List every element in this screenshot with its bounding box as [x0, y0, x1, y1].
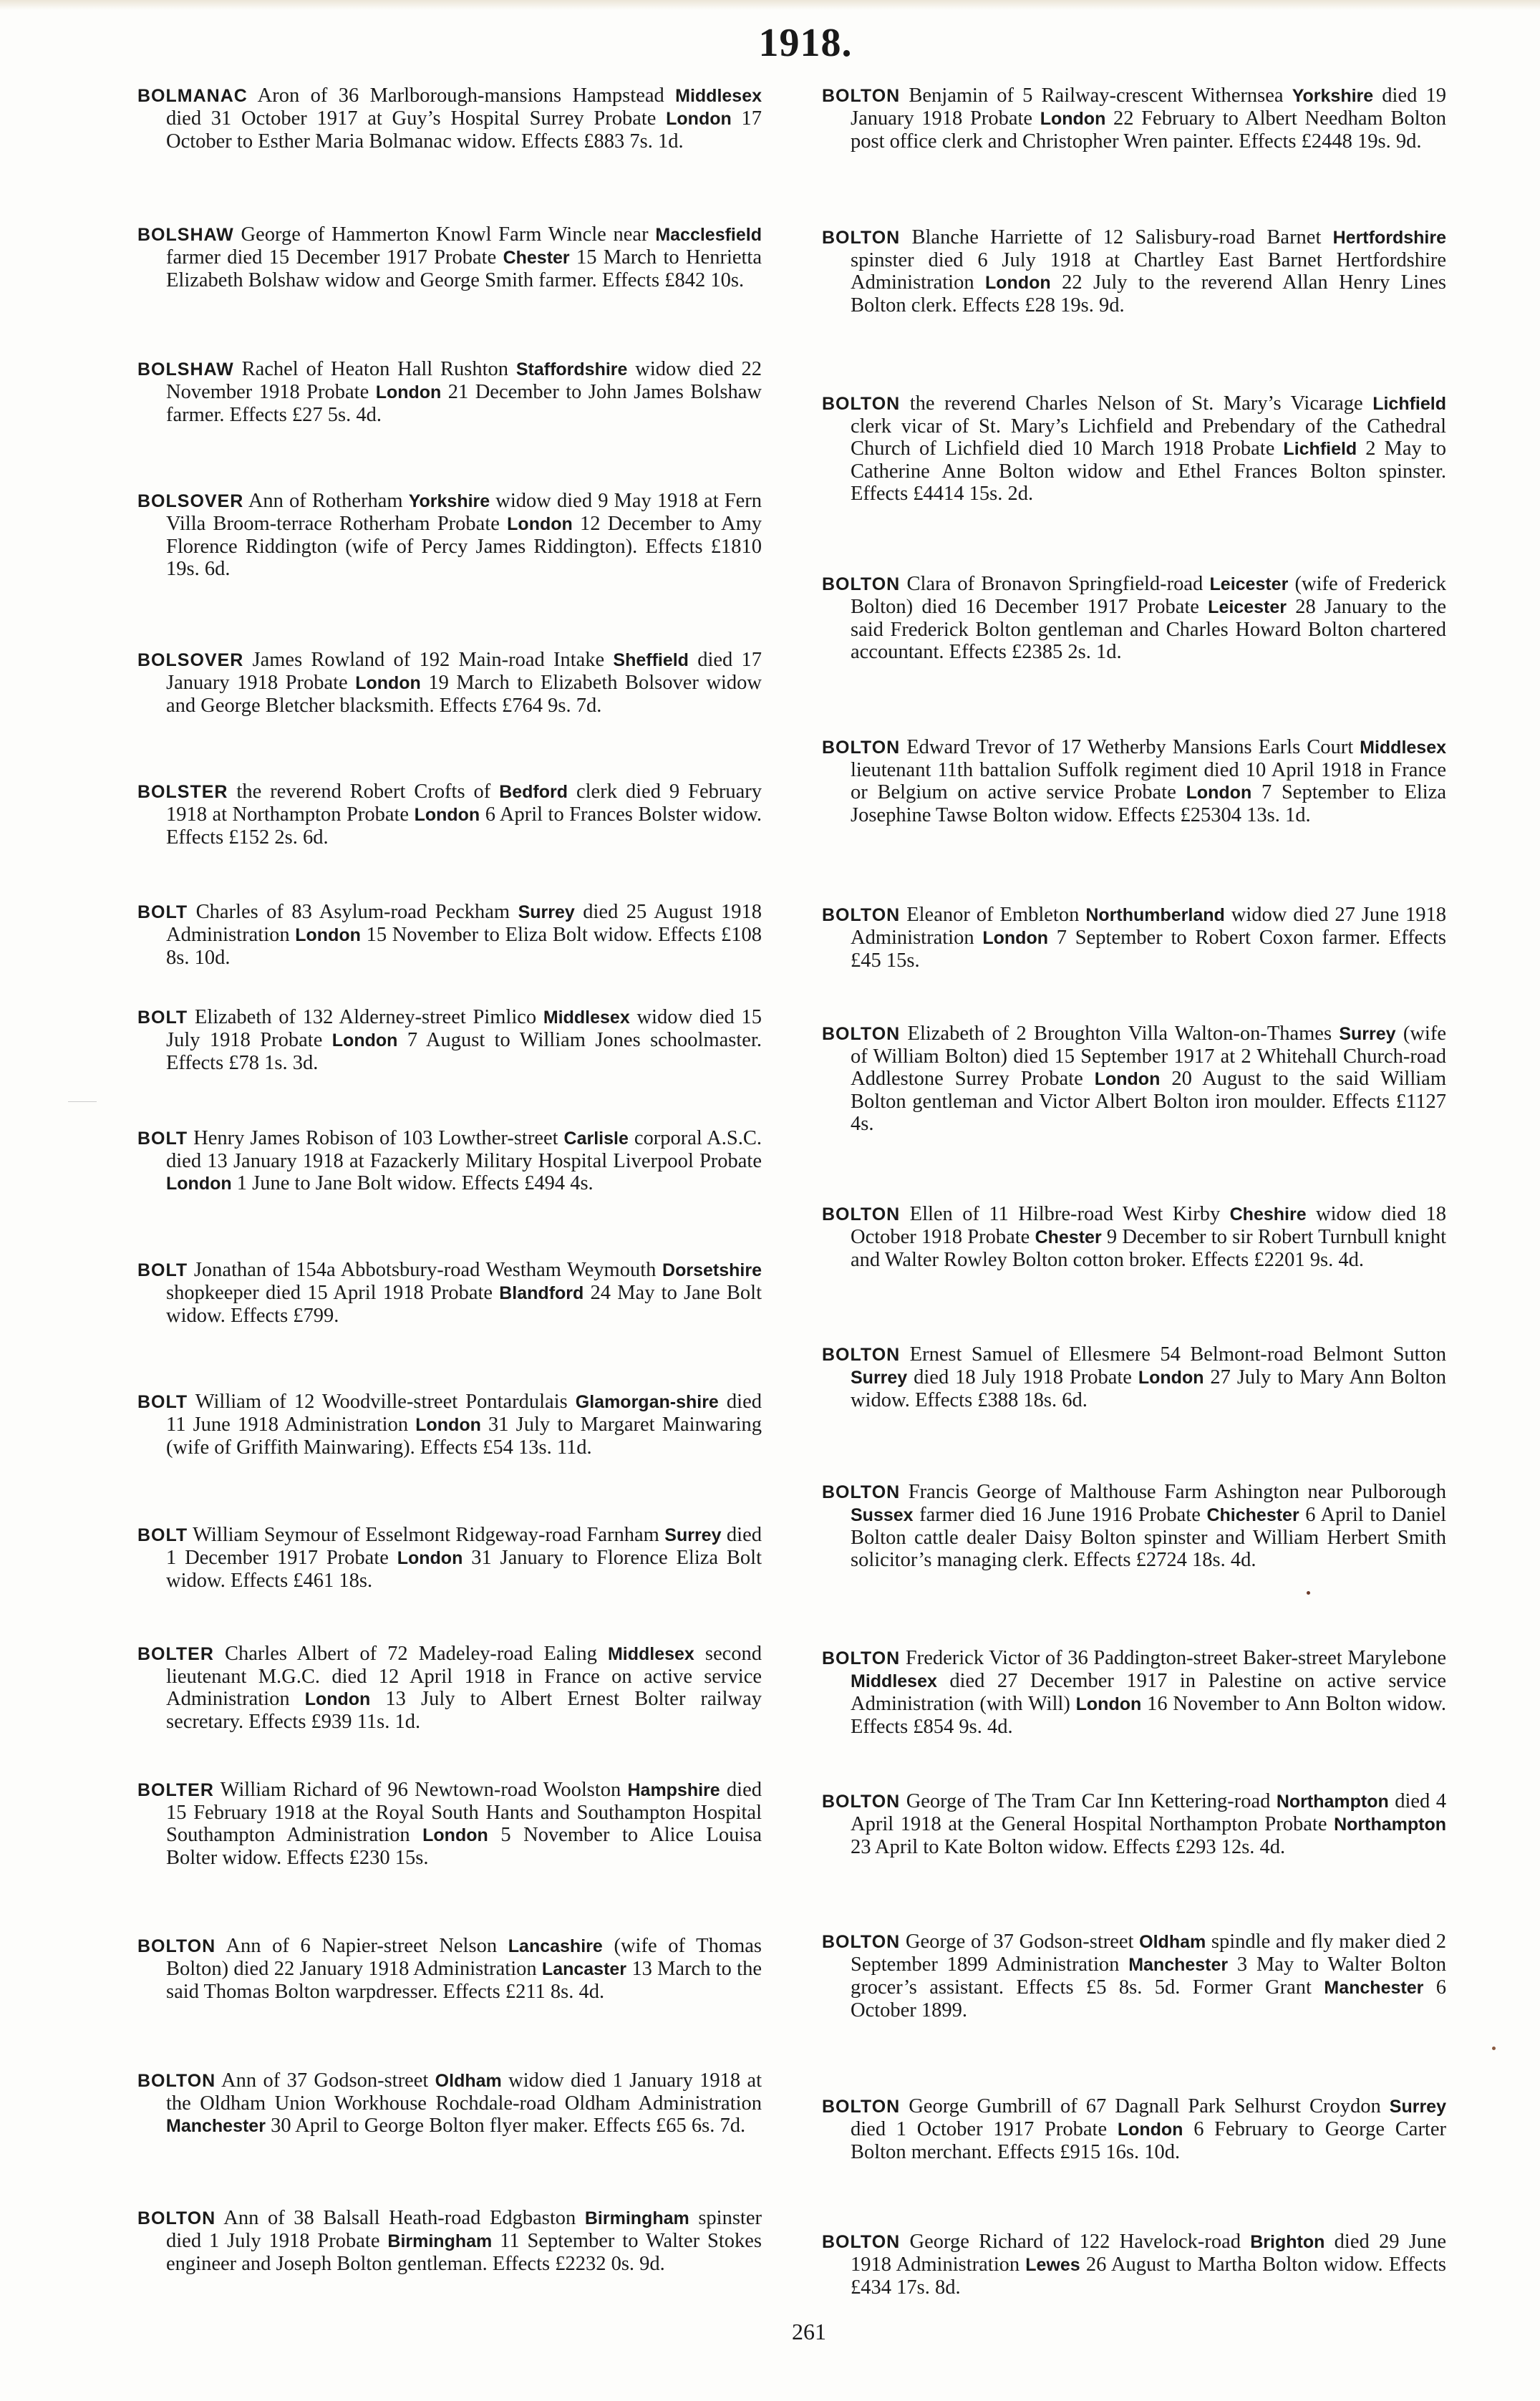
entry-surname: BOLTON	[822, 1204, 901, 1224]
probate-entry	[137, 2207, 762, 2275]
entry-surname: BOLT	[137, 1129, 188, 1149]
entry-surname: BOLTON	[822, 738, 901, 758]
place-name: Middlesex	[675, 86, 762, 106]
entry-text: died 1 October 1917 Probate	[851, 2118, 1118, 2140]
place-name: Birmingham	[387, 2231, 493, 2251]
place-name: Northumberland	[1085, 905, 1225, 925]
entry-text: 15 November to Eliza Bolt widow. Effects £108 8s. 10d.	[166, 924, 762, 969]
entry-surname: BOLTON	[822, 394, 901, 414]
place-name: Hampshire	[627, 1780, 720, 1800]
place-name: Hertfordshire	[1332, 228, 1446, 248]
entry-text: William Richard of 96 Newtown-road Woolston	[213, 1779, 628, 1801]
entry-text: clerk died 9 February 1918 at Northampton Probate	[166, 781, 762, 826]
entry-text: Rachel of Heaton Hall Rushton	[233, 358, 516, 380]
entry-text: 28 January to the said Frederick Bolton gentleman and Charles Howard Bolton chartered accountant. Effects £2385 2s. 1d.	[851, 596, 1446, 663]
entry-text: second lieutenant M.G.C. died 12 April 1918 in France on active service Administration	[166, 1643, 762, 1710]
entry-text: 24 May to Jane Bolt widow. Effects £799.	[166, 1282, 762, 1327]
entry-surname: BOLTON	[822, 86, 901, 106]
entry-text: Jonathan of 154a Abbotsbury-road Westham Weymouth	[188, 1259, 663, 1281]
entry-text: George Richard of 122 Havelock-road	[900, 2231, 1251, 2253]
entry-text: 27 July to Mary Ann Bolton widow. Effects £388 18s. 6d.	[851, 1366, 1447, 1411]
entry-text: died 29 June 1918 Administration	[851, 2231, 1446, 2276]
probate-entry	[137, 84, 762, 153]
place-name: Chester	[1035, 1227, 1102, 1247]
entry-text: the reverend Robert Crofts of	[228, 781, 500, 803]
entry-text: 7 September to Eliza Josephine Tawse Bolton widow. Effects £25304 13s. 1d.	[851, 781, 1446, 826]
place-name: Lewes	[1025, 2255, 1080, 2275]
place-name: London	[422, 1825, 488, 1845]
place-name: Middlesex	[1360, 738, 1446, 758]
entry-text: widow died 9 May 1918 at Fern Villa Broom-terrace Rotherham Probate	[166, 490, 762, 535]
place-name: Middlesex	[851, 1671, 937, 1691]
entry-text: lieutenant 11th battalion Suffolk regiment died 10 April 1918 in France or Belgium on active service Probate	[851, 759, 1446, 803]
place-name: Oldham	[435, 2071, 502, 2091]
place-name: Blandford	[499, 1283, 584, 1303]
entry-text: died 4 April 1918 at the General Hospital Northampton Probate	[851, 1790, 1446, 1835]
place-name: Surrey	[664, 1525, 722, 1545]
probate-entry	[137, 1779, 762, 1869]
entry-text: 11 September to Walter Stokes engineer and Joseph Bolton gentleman. Effects £2232 0s. 9d.	[166, 2230, 762, 2275]
entry-text: Ernest Samuel of Ellesmere 54 Belmont-road Belmont Sutton	[900, 1343, 1446, 1366]
probate-entry	[137, 1935, 762, 2003]
place-name: Oldham	[1139, 1932, 1206, 1952]
place-name: London	[1138, 1368, 1204, 1388]
entry-text: died 19 January 1918 Probate	[851, 84, 1446, 130]
entry-text: (wife of Thomas Bolton) died 22 January 1918 Administration	[166, 1935, 762, 1980]
entry-text: widow died 1 January 1918 at the Oldham Union Workhouse Rochdale-road Oldham Administration	[166, 2069, 762, 2115]
entry-text: Clara of Bronavon Springfield-road	[900, 573, 1210, 595]
probate-entry	[822, 2095, 1446, 2163]
place-name: Lancaster	[541, 1959, 627, 1979]
place-name: Surrey	[518, 902, 575, 922]
entry-text: 6 October 1899.	[851, 1976, 1447, 2021]
entry-text: Ellen of 11 Hilbre-road West Kirby	[900, 1203, 1230, 1225]
entry-text: Ann of 6 Napier-street Nelson	[215, 1935, 508, 1957]
entry-text: Edward Trevor of 17 Wetherby Mansions Earls Court	[900, 736, 1360, 758]
place-name: Birmingham	[584, 2208, 689, 2228]
place-name: Manchester	[166, 2116, 266, 2136]
place-name: Surrey	[1339, 1024, 1396, 1044]
entry-surname: BOLTER	[137, 1644, 214, 1664]
ink-speck	[1307, 1591, 1310, 1595]
entry-surname: BOLSTER	[137, 782, 228, 802]
entry-surname: BOLSHAW	[137, 225, 234, 245]
entry-text: 16 November to Ann Bolton widow. Effects £854 9s. 4d.	[851, 1693, 1446, 1738]
entry-text: the reverend Charles Nelson of St. Mary’s Vicarage	[900, 392, 1373, 415]
entry-text: 30 April to George Bolton flyer maker. Effects £65 6s. 7d.	[265, 2115, 746, 2137]
entry-text: 3 May to Walter Bolton grocer’s assistant. Effects £5 8s. 5d. Former Grant	[851, 1953, 1446, 1999]
entry-text: spindle and fly maker died 2 September 1899 Administration	[851, 1931, 1446, 1976]
entry-text: 9 December to sir Robert Turnbull knight and Walter Rowley Bolton cotton broker. Effects £2201 9s. 4d.	[851, 1226, 1446, 1271]
entry-surname: BOLTON	[822, 1024, 901, 1044]
place-name: Leicester	[1208, 597, 1287, 617]
probate-entry	[822, 904, 1446, 972]
entry-surname: BOLSOVER	[137, 650, 244, 670]
probate-entry	[822, 573, 1446, 663]
entry-text: Ann of 38 Balsall Heath-road Edgbaston	[215, 2207, 585, 2229]
entry-text: 15 March to Henrietta Elizabeth Bolshaw widow and George Smith farmer. Effects £842 10s.	[166, 246, 762, 291]
place-name: London	[1117, 2120, 1183, 2140]
place-name: Staffordshire	[515, 359, 628, 380]
entry-text: William of 12 Woodville-street Pontardulais	[188, 1391, 576, 1413]
page-number: 261	[792, 2319, 826, 2344]
entry-text: 13 March to the said Thomas Bolton warpdresser. Effects £211 8s. 4d.	[166, 1958, 762, 2003]
place-name: London	[414, 805, 480, 825]
entry-text: 22 July to the reverend Allan Henry Lines Bolton clerk. Effects £28 19s. 9d.	[851, 271, 1446, 317]
place-name: Chichester	[1206, 1505, 1299, 1525]
probate-entry	[137, 901, 762, 969]
entry-text: Elizabeth of 2 Broughton Villa Walton-on-Thames	[900, 1023, 1340, 1045]
entry-surname: BOLT	[137, 1392, 188, 1412]
entry-text: 13 July to Albert Ernest Bolter railway secretary. Effects £939 11s. 1d.	[166, 1688, 762, 1733]
entry-surname: BOLTON	[822, 574, 901, 594]
entry-surname: BOLTON	[822, 1932, 901, 1952]
probate-entry	[137, 1643, 762, 1733]
probate-entry	[822, 1647, 1446, 1738]
place-name: Carlisle	[563, 1129, 629, 1149]
entry-surname: BOLTON	[822, 1792, 901, 1812]
probate-entry	[822, 1203, 1446, 1271]
entry-text: Elizabeth of 132 Alderney-street Pimlico	[188, 1006, 543, 1028]
entry-text: died 11 June 1918 Administration	[166, 1391, 762, 1436]
place-name: London	[982, 928, 1048, 948]
entry-text: George of 37 Godson-street	[900, 1931, 1140, 1953]
place-name: Manchester	[1324, 1978, 1424, 1998]
entry-surname: BOLSHAW	[137, 359, 234, 380]
entry-text: 6 April to Daniel Bolton cattle dealer Daisy Bolton spinster and William Herbert Smith solicitor’s managing clerk. Effects £2724 18s. 4d.	[851, 1504, 1446, 1571]
entry-text: 6 February to George Carter Bolton merchant. Effects £915 16s. 10d.	[851, 2118, 1446, 2163]
margin-mark	[68, 1101, 97, 1102]
entry-text: farmer died 15 December 1917 Probate	[166, 246, 503, 269]
place-name: London	[331, 1030, 398, 1050]
probate-entry	[137, 223, 762, 291]
entry-surname: BOLMANAC	[137, 86, 248, 106]
entry-surname: BOLTON	[822, 228, 901, 248]
place-name: Sussex	[851, 1505, 914, 1525]
entry-text: Francis George of Malthouse Farm Ashington near Pulborough	[900, 1481, 1446, 1503]
entry-text: Ann of Rotherham	[243, 490, 409, 512]
probate-entry	[137, 2069, 762, 2137]
probate-entry	[822, 1481, 1446, 1571]
place-name: London	[1040, 109, 1106, 129]
place-name: Glamorgan-shire	[575, 1392, 719, 1412]
entry-text: 21 December to John James Bolshaw farmer. Effects £27 5s. 4d.	[166, 381, 762, 426]
entry-text: 6 April to Frances Bolster widow. Effects £152 2s. 6d.	[166, 803, 762, 849]
entry-text: 26 August to Martha Bolton widow. Effects £434 17s. 8d.	[851, 2253, 1446, 2299]
place-name: Northampton	[1276, 1792, 1389, 1812]
entry-text: widow died 22 November 1918 Probate	[166, 358, 762, 403]
probate-entry	[822, 226, 1446, 317]
entry-surname: BOLTON	[822, 1482, 901, 1502]
entry-text: 20 August to the said William Bolton gentleman and Victor Albert Bolton iron moulder. Effects £1127 4s.	[851, 1068, 1446, 1135]
probate-entry	[137, 1391, 762, 1459]
entry-text: 31 January to Florence Eliza Bolt widow. Effects £461 18s.	[166, 1547, 762, 1592]
entry-text: widow died 18 October 1918 Probate	[851, 1203, 1446, 1248]
entry-text: 7 September to Robert Coxon farmer. Effects £45 15s.	[851, 927, 1446, 972]
place-name: London	[1075, 1694, 1142, 1714]
entry-text: Charles Albert of 72 Madeley-road Ealing	[213, 1643, 608, 1665]
probate-entry	[822, 84, 1446, 153]
entry-surname: BOLTON	[822, 905, 901, 925]
probate-entry	[822, 392, 1446, 505]
entry-text: Ann of 37 Godson-street	[215, 2069, 435, 2092]
entry-surname: BOLTON	[822, 2232, 901, 2252]
entry-text: spinster died 6 July 1918 at Chartley East Barnet Hertfordshire Administration	[851, 249, 1446, 294]
entry-text: died 15 February 1918 at the Royal South Hants and Southampton Hospital Southampton Administration	[166, 1779, 762, 1846]
entry-surname: BOLTON	[822, 1648, 901, 1668]
place-name: London	[415, 1415, 481, 1435]
entry-text: shopkeeper died 15 April 1918 Probate	[166, 1282, 500, 1304]
entry-text: (wife of William Bolton) died 15 September 1917 at 2 Whitehall Church-road Addlestone Surrey Probate	[851, 1023, 1446, 1090]
entry-text: 2 May to Catherine Anne Bolton widow and Ethel Frances Bolton spinster. Effects £4414 15s. 2d.	[851, 438, 1446, 505]
place-name: London	[166, 1174, 232, 1194]
place-name: Chester	[503, 248, 570, 268]
entry-surname: BOLTON	[137, 2071, 216, 2091]
entry-text: died 18 July 1918 Probate	[907, 1366, 1138, 1388]
probate-entry	[822, 1343, 1446, 1411]
entry-text: died 17 January 1918 Probate	[166, 649, 762, 694]
entry-text: 1 June to Jane Bolt widow. Effects £494 4s.	[231, 1172, 594, 1194]
entry-text: spinster died 1 July 1918 Probate	[166, 2207, 762, 2252]
place-name: Cheshire	[1229, 1204, 1307, 1224]
place-name: London	[355, 673, 421, 693]
ink-speck	[1492, 2047, 1496, 2050]
entry-text: corporal A.S.C. died 13 January 1918 at Fazackerly Military Hospital Liverpool Probate	[166, 1127, 762, 1172]
entry-text: 19 March to Elizabeth Bolsover widow and George Bletcher blacksmith. Effects £764 9s. 7d.	[166, 672, 762, 717]
probate-entry	[822, 1023, 1446, 1135]
entry-text: Charles of 83 Asylum-road Peckham	[188, 901, 518, 923]
place-name: Lancashire	[508, 1936, 603, 1956]
probate-entry	[137, 1006, 762, 1074]
entry-text: Eleanor of Embleton	[900, 904, 1086, 926]
entry-text: 31 July to Margaret Mainwaring (wife of Griffith Mainwaring). Effects £54 13s. 11d.	[166, 1414, 762, 1459]
place-name: London	[304, 1689, 371, 1709]
entry-text: Henry James Robison of 103 Lowther-street	[188, 1127, 564, 1149]
entry-text: Benjamin of 5 Railway-crescent Withernsea	[900, 84, 1292, 107]
place-name: Middlesex	[607, 1644, 694, 1664]
entry-text: 17 October to Esther Maria Bolmanac widow. Effects £883 7s. 1d.	[166, 107, 762, 153]
place-name: Middlesex	[543, 1008, 630, 1028]
entry-text: clerk vicar of St. Mary’s Lichfield and Prebendary of the Cathedral Church of Lichfield died 10 March 1918 Probate	[851, 415, 1446, 460]
entry-text: George of Hammerton Knowl Farm Wincle near	[233, 223, 656, 246]
place-name: London	[1186, 783, 1252, 803]
place-name: Surrey	[851, 1368, 908, 1388]
place-name: London	[1094, 1069, 1161, 1089]
entry-surname: BOLTON	[822, 1345, 901, 1365]
place-name: Dorsetshire	[662, 1260, 762, 1280]
entry-text: died 27 December 1917 in Palestine on active service Administration (with Will)	[851, 1670, 1446, 1715]
entry-text: Frederick Victor of 36 Paddington-street Baker-street Marylebone	[900, 1647, 1446, 1669]
place-name: London	[666, 109, 732, 129]
entry-text: Blanche Harriette of 12 Salisbury-road Barnet	[900, 226, 1333, 248]
probate-entry	[822, 2231, 1446, 2299]
entry-text: (wife of Frederick Bolton) died 16 December 1917 Probate	[851, 573, 1446, 618]
place-name: Yorkshire	[1292, 86, 1374, 106]
place-name: Manchester	[1128, 1955, 1229, 1975]
probate-entry	[137, 358, 762, 426]
entry-text: died 31 October 1917 at Guy’s Hospital Surrey Probate	[166, 107, 667, 130]
probate-entry	[137, 781, 762, 849]
probate-entry	[822, 736, 1446, 826]
entry-text: George of The Tram Car Inn Kettering-road	[900, 1790, 1277, 1812]
entry-text: widow died 27 June 1918 Administration	[851, 904, 1447, 949]
probate-entry	[137, 1524, 762, 1592]
place-name: Surrey	[1389, 2097, 1446, 2117]
entry-text: 12 December to Amy Florence Riddington (wife of Percy James Riddington). Effects £1810 19s. 6d.	[166, 513, 762, 580]
entry-surname: BOLT	[137, 902, 188, 922]
entry-text: George Gumbrill of 67 Dagnall Park Selhurst Croydon	[900, 2095, 1390, 2117]
entry-surname: BOLSOVER	[137, 491, 244, 511]
place-name: Yorkshire	[408, 491, 490, 511]
entry-surname: BOLTON	[137, 1936, 216, 1956]
place-name: Leicester	[1209, 574, 1289, 594]
year-heading: 1918.	[758, 21, 853, 65]
probate-entry	[137, 1259, 762, 1327]
entry-text: 22 February to Albert Needham Bolton post office clerk and Christopher Wren painter. Effects £2448 19s. 9d.	[851, 107, 1446, 153]
probate-entry	[822, 1790, 1446, 1858]
place-name: Bedford	[499, 782, 568, 802]
entry-surname: BOLT	[137, 1260, 188, 1280]
place-name: Sheffield	[613, 650, 689, 670]
probate-entry	[137, 649, 762, 717]
entry-text: died 25 August 1918 Administration	[166, 901, 762, 946]
place-name: Macclesfield	[655, 225, 762, 245]
place-name: Brighton	[1250, 2232, 1325, 2252]
entry-text: widow died 15 July 1918 Probate	[166, 1006, 762, 1051]
page-top-edge	[0, 0, 1540, 10]
entry-text: farmer died 16 June 1916 Probate	[913, 1504, 1207, 1526]
place-name: London	[375, 382, 442, 402]
place-name: London	[397, 1548, 463, 1568]
entry-text: 5 November to Alice Louisa Bolter widow. Effects £230 15s.	[166, 1824, 762, 1869]
entry-text: 7 August to William Jones schoolmaster. Effects £78 1s. 3d.	[166, 1029, 762, 1074]
entry-surname: BOLT	[137, 1008, 188, 1028]
probate-entry	[137, 1127, 762, 1195]
entry-text: William Seymour of Esselmont Ridgeway-road Farnham	[188, 1524, 665, 1546]
place-name: London	[295, 925, 361, 945]
place-name: Lichfield	[1283, 439, 1357, 459]
place-name: London	[507, 514, 573, 534]
entry-text: died 1 December 1917 Probate	[166, 1524, 762, 1569]
place-name: Lichfield	[1372, 394, 1446, 414]
entry-text: Aron of 36 Marlborough-mansions Hampstead	[247, 84, 676, 107]
probate-entry	[822, 1931, 1446, 2021]
entry-surname: BOLTON	[137, 2208, 216, 2228]
place-name: London	[985, 273, 1051, 293]
entry-surname: BOLTON	[822, 2097, 901, 2117]
place-name: Northampton	[1334, 1815, 1446, 1835]
entry-text: James Rowland of 192 Main-road Intake	[243, 649, 614, 671]
probate-entry	[137, 490, 762, 580]
entry-surname: BOLTER	[137, 1780, 214, 1800]
entry-surname: BOLT	[137, 1525, 188, 1545]
entry-text: 23 April to Kate Bolton widow. Effects £293 12s. 4d.	[851, 1836, 1286, 1858]
